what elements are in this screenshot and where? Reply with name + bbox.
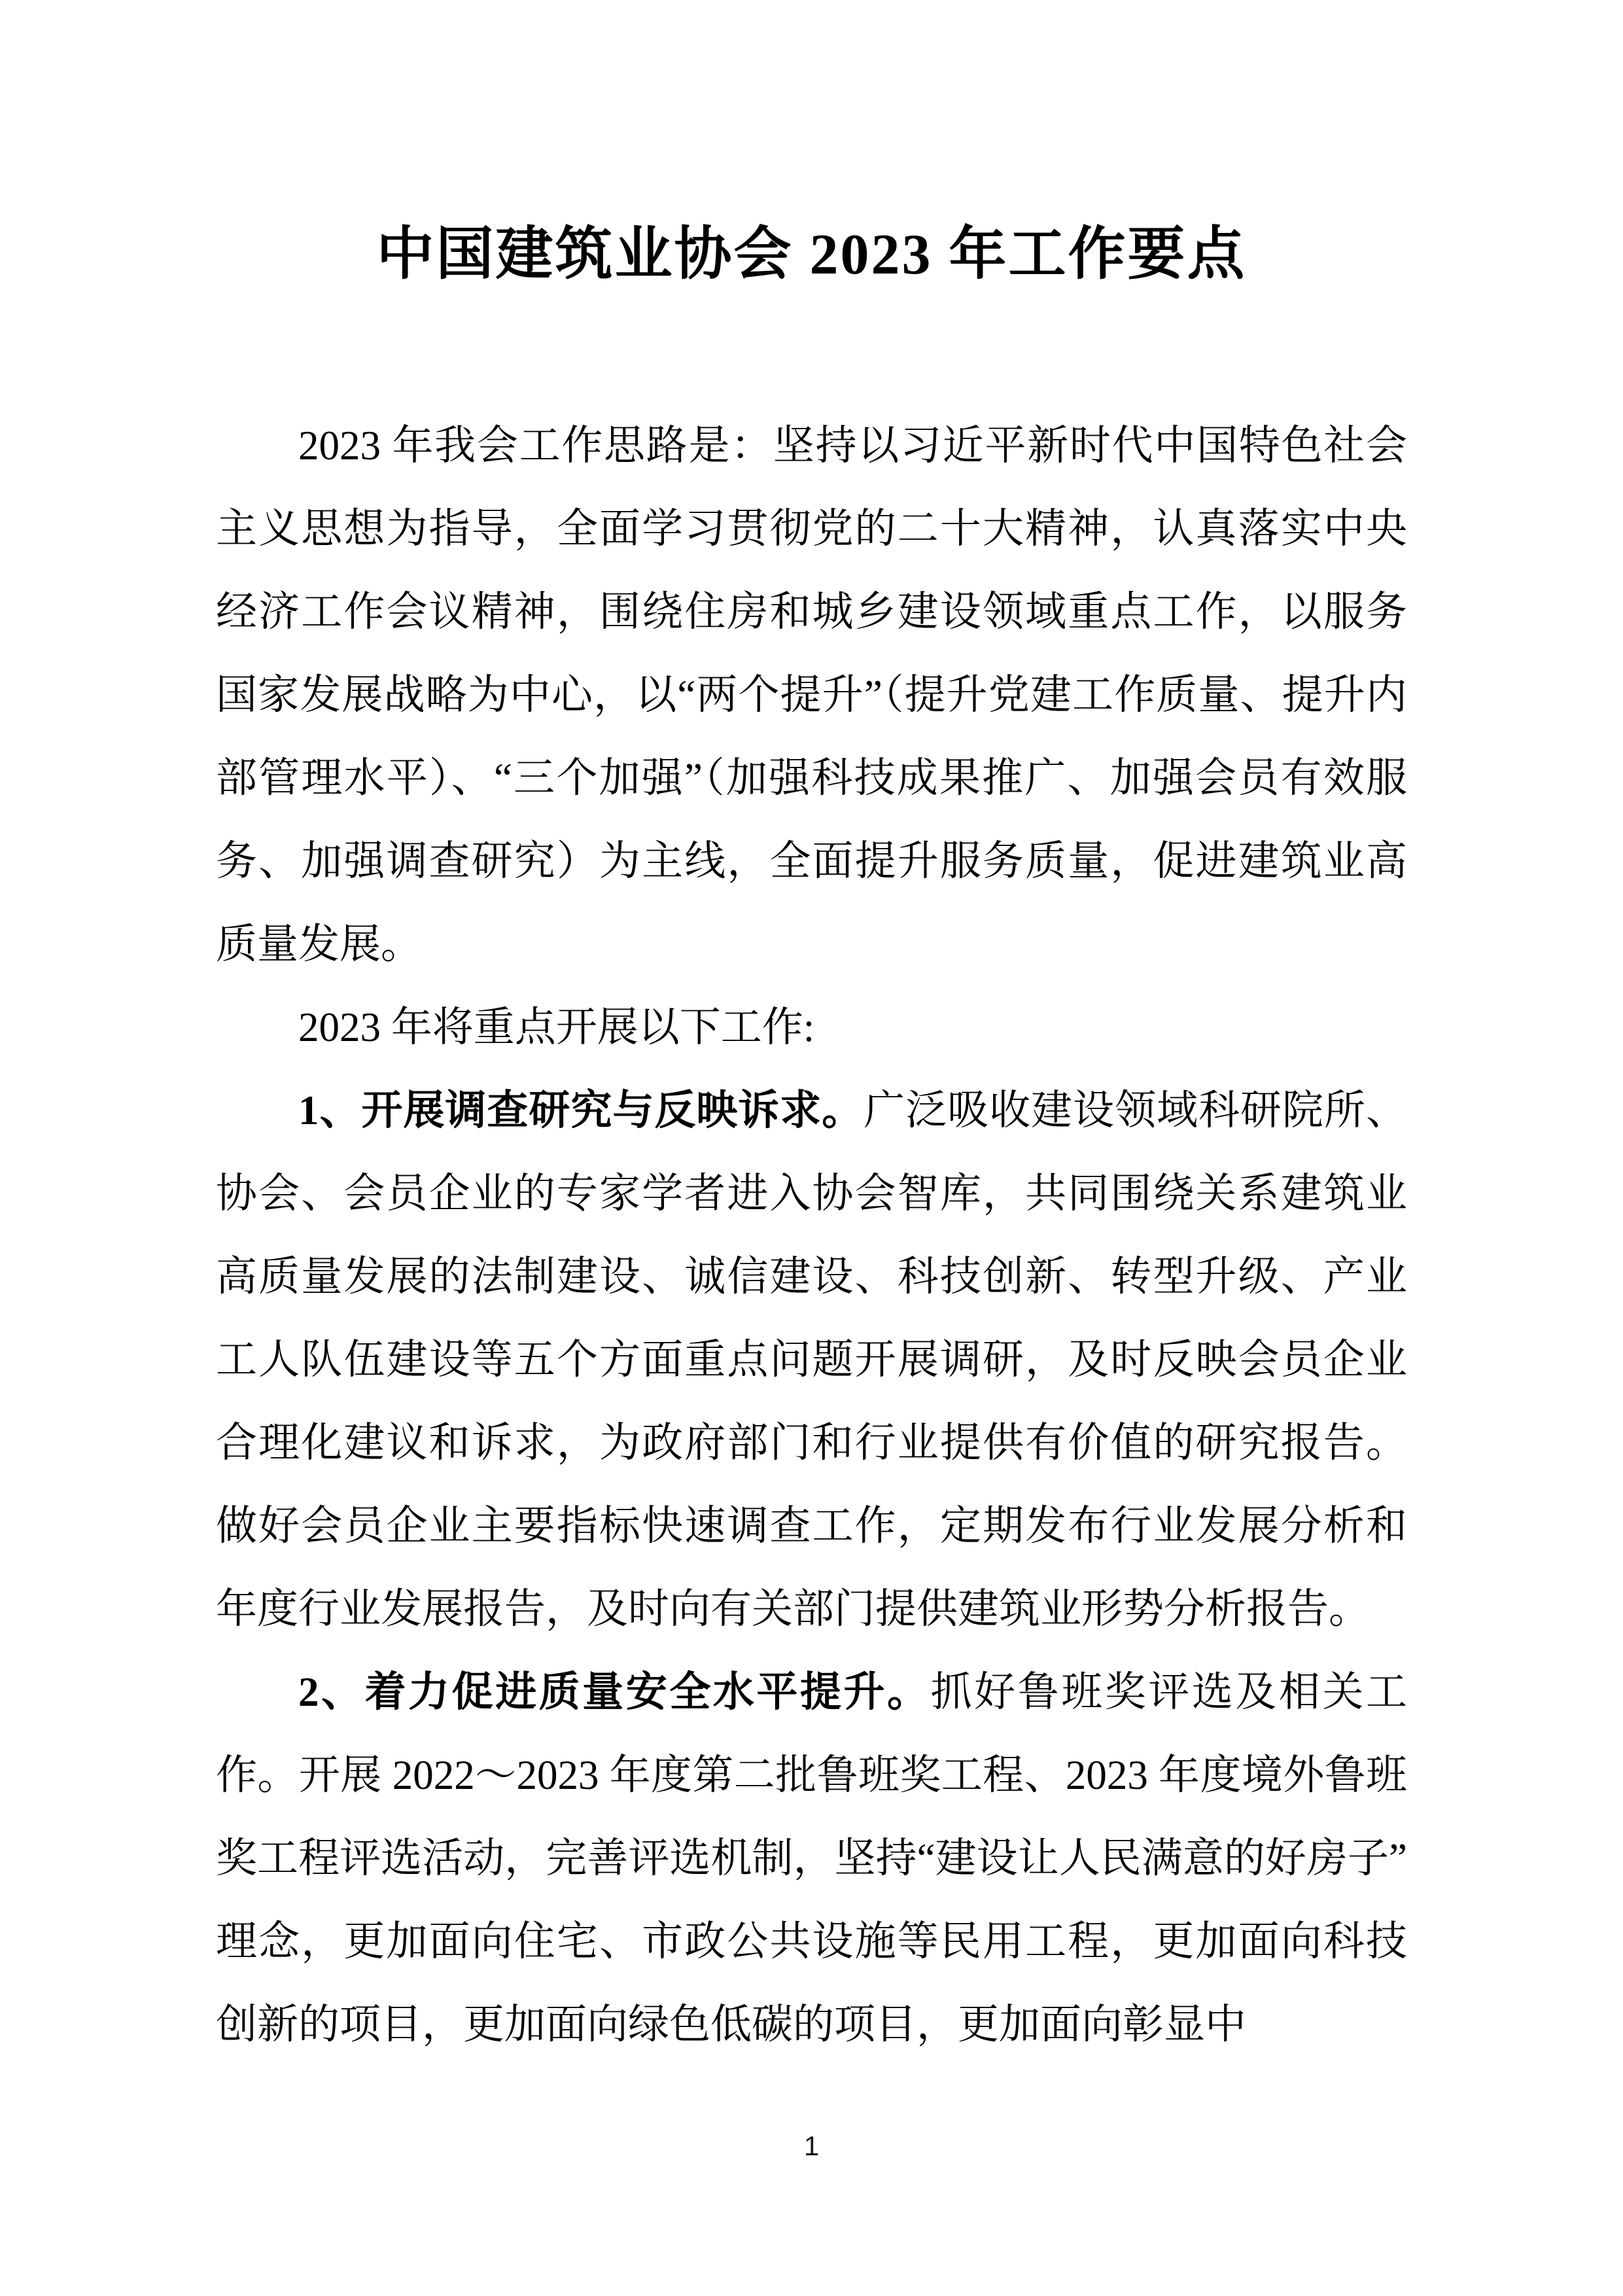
- item-2-paragraph: [216, 1651, 1407, 2066]
- text-run-bold: 2、着力促进质量安全水平提升。: [298, 1669, 931, 1715]
- document-body: [216, 404, 1407, 2066]
- intro-paragraph: [216, 404, 1407, 986]
- text-run-bold: 1、开展调查研究与反映诉求。: [298, 1087, 864, 1133]
- text-run: 广泛吸收建设领域科研院所、协会、会员企业的专家学者进入协会智库，共同围绕关系建筑业高质量发展的法制建设、诚信建设、科技创新、转型升级、产业工人队伍建设等五个方面重点问题开展调研，及时反映会员企业合理化建议和诉求，为政府部门和行业提供有价值的研究报告。做好会员企业主要指标快速调查工作，定期发布行业发展分析和年度行业发展报告，及时向有关部门提供建筑业形势分析报告。: [216, 1087, 1408, 1632]
- text-run: 抓好鲁班奖评选及相关工作。开展 2022～2023 年度第二批鲁班奖工程、2023 年度境外鲁班奖工程评选活动，完善评选机制，坚持“建设让人民满意的好房子”理念，更加面向住宅、市政公共设施等民用工程，更加面向科技创新的项目，更加面向绿色低碳的项目，更加面向彰显中: [216, 1669, 1408, 2047]
- lead-in-line: [216, 986, 1407, 1069]
- document-title: 中国建筑业协会 2023 年工作要点: [376, 223, 1247, 287]
- text-run: 2023 年将重点开展以下工作:: [298, 1004, 815, 1050]
- text-run: 2023 年我会工作思路是：坚持以习近平新时代中国特色社会主义思想为指导，全面学习贯彻党的二十大精神，认真落实中央经济工作会议精神，围绕住房和城乡建设领域重点工作，以服务国家发展战略为中心，以“两个提升”（提升党建工作质量、提升内部管理水平）、“三个加强”（加强科技成果推广、加强会员有效服务、加强调查研究）为主线，全面提升服务质量，促进建筑业高质量发展。: [216, 423, 1407, 967]
- item-1-paragraph: [216, 1069, 1407, 1651]
- page-number: 1: [803, 2130, 820, 2161]
